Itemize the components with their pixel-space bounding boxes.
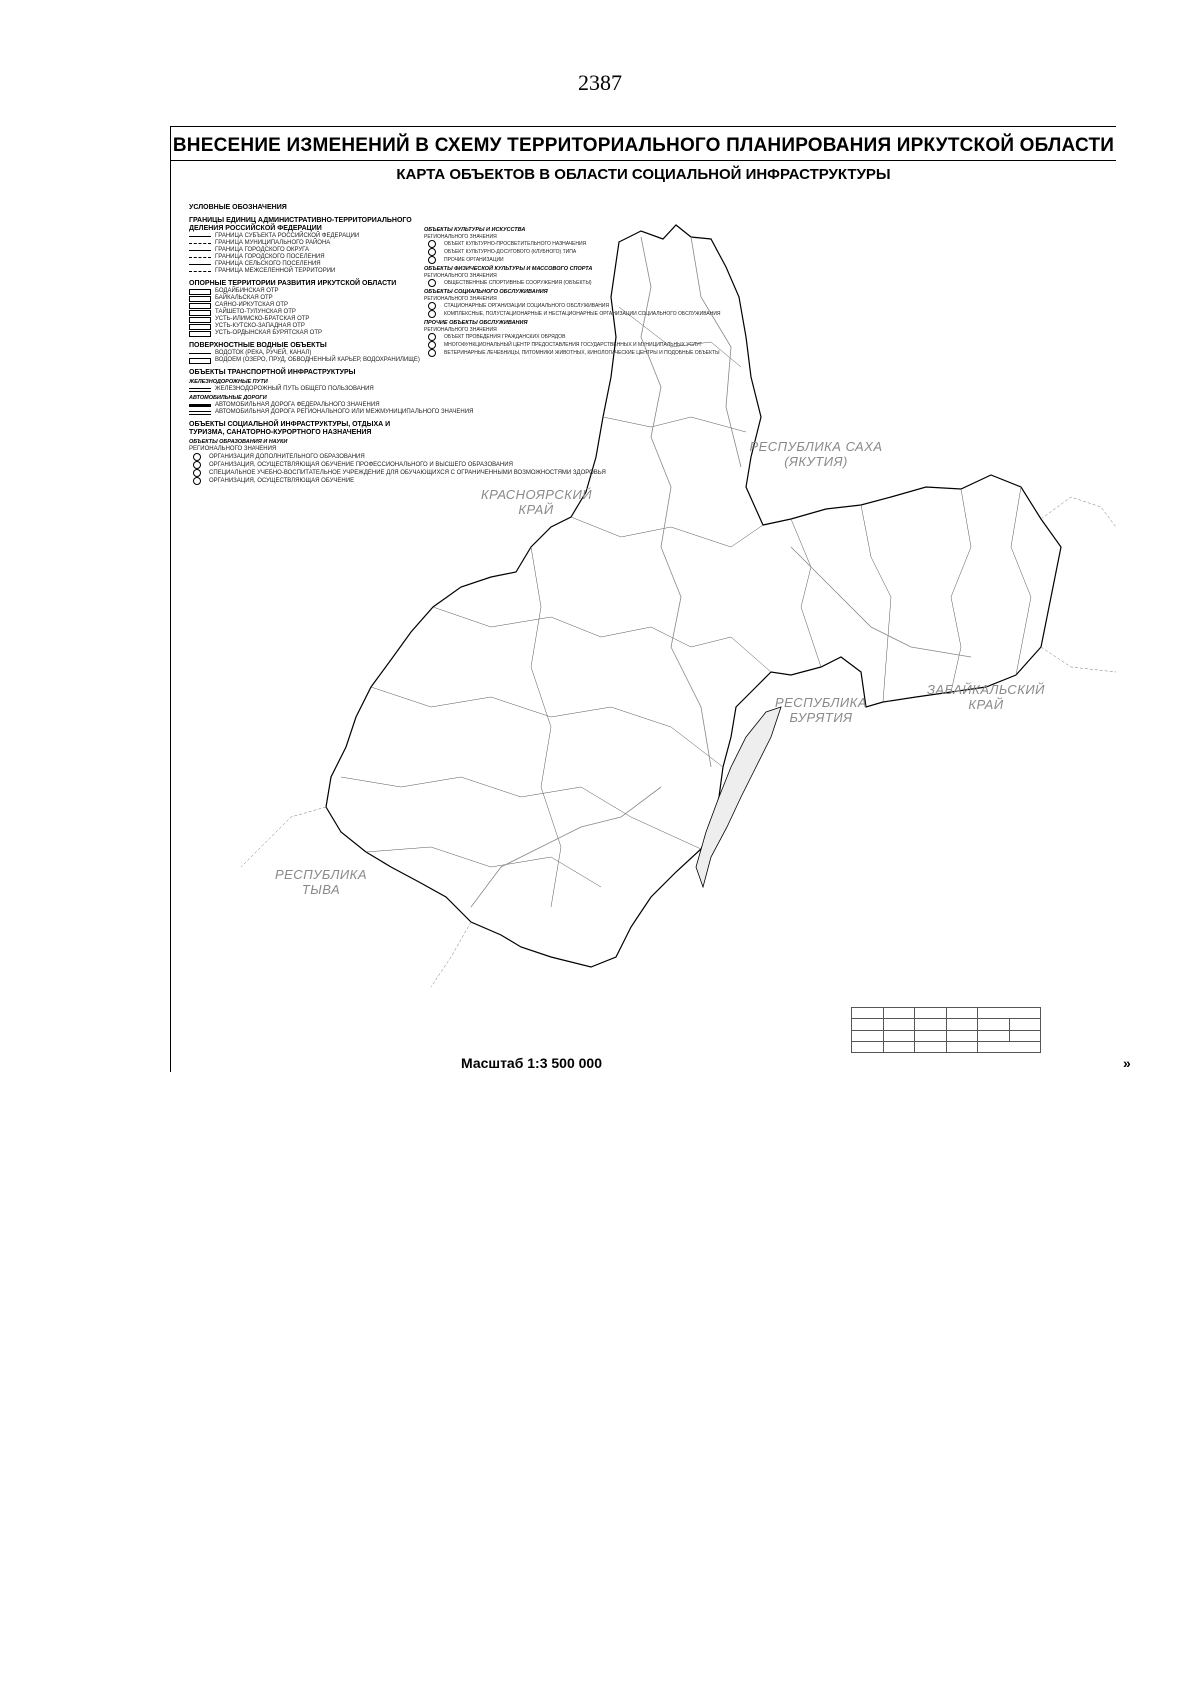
map-scale: Масштаб 1:3 500 000 — [461, 1055, 602, 1071]
square-icon — [428, 248, 436, 256]
legend-item: СПЕЦИАЛЬНОЕ УЧЕБНО-ВОСПИТАТЕЛЬНОЕ УЧРЕЖДЕНИЕ ДЛЯ ОБУЧАЮЩИХСЯ С ОГРАНИЧЕННЫМИ ВОЗМОЖНОСТЯМИ ЗДОРОВЬЯ — [189, 469, 424, 477]
neighbour-boundaries — [241, 497, 1116, 987]
region-label-sakha: РЕСПУБЛИКА САХА (ЯКУТИЯ) — [749, 439, 883, 469]
legend-rail-subheading: ЖЕЛЕЗНОДОРОЖНЫЕ ПУТИ — [189, 379, 268, 385]
legend-title: УСЛОВНЫЕ ОБОЗНАЧЕНИЯ — [189, 204, 287, 211]
box-symbol — [189, 303, 211, 309]
legend-item: ОБЪЕКТ КУЛЬТУРНО-ДОСУГОВОГО (КЛУБНОГО) ТИПА — [424, 248, 624, 256]
legend-item: ОБЪЕКТ ПРОВЕДЕНИЯ ГРАЖДАНСКИХ ОБРЯДОВ — [424, 333, 624, 341]
star-icon — [428, 333, 436, 341]
legend-note: РЕГИОНАЛЬНОГО ЗНАЧЕНИЯ — [189, 446, 277, 452]
line-symbol — [189, 257, 211, 258]
legend-item: САЯНО-ИРКУТСКАЯ ОТР — [189, 302, 424, 309]
legend-item: ГРАНИЦА ГОРОДСКОГО ПОСЕЛЕНИЯ — [189, 254, 424, 261]
legend-item: ПРОЧИЕ ОРГАНИЗАЦИИ — [424, 256, 624, 264]
legend-social-heading: ОБЪЕКТЫ СОЦИАЛЬНОЙ ИНФРАСТРУКТУРЫ, ОТДЫХА И ТУРИЗМА, САНАТОРНО-КУРОРТНОГО НАЗНАЧЕНИЯ — [189, 421, 391, 436]
square-icon — [428, 240, 436, 248]
legend-boundaries-heading: ГРАНИЦЫ ЕДИНИЦ АДМИНИСТРАТИВНО-ТЕРРИТОРИАЛЬНОГО ДЕЛЕНИЯ РОССИЙСКОЙ ФЕДЕРАЦИИ — [189, 217, 412, 232]
legend-item: СТАЦИОНАРНЫЕ ОРГАНИЗАЦИИ СОЦИАЛЬНОГО ОБСЛУЖИВАНИЯ — [424, 302, 624, 310]
circle-icon — [428, 279, 436, 287]
triangle-icon — [428, 302, 436, 310]
legend-note: РЕГИОНАЛЬНОГО ЗНАЧЕНИЯ — [424, 326, 497, 333]
legend-item: ВОДОТОК (РЕКА, РУЧЕЙ, КАНАЛ) — [189, 350, 424, 357]
box-symbol — [189, 358, 211, 364]
line-symbol — [189, 264, 211, 265]
box-symbol — [189, 310, 211, 316]
legend-item: ГРАНИЦА МЕЖСЕЛЕННОЙ ТЕРРИТОРИИ — [189, 268, 424, 275]
legend-item: ВЕТЕРИНАРНЫЕ ЛЕЧЕБНИЦЫ, ПИТОМНИКИ ЖИВОТНЫХ, КИНОЛОГИЧЕСКИЕ ЦЕНТРЫ И ПОДОБНЫЕ ОБЪЕКТЫ — [424, 349, 624, 357]
lake-baikal — [696, 707, 781, 887]
legend-item: БОДАЙБИНСКАЯ ОТР — [189, 288, 424, 295]
road-symbol — [189, 404, 211, 407]
title-block-stamp — [851, 1007, 1041, 1053]
circle-icon — [193, 461, 201, 469]
legend-other-heading: ПРОЧИЕ ОБЪЕКТЫ ОБСЛУЖИВАНИЯ — [424, 320, 528, 326]
box-symbol — [189, 331, 211, 337]
legend-water-heading: ПОВЕРХНОСТНЫЕ ВОДНЫЕ ОБЪЕКТЫ — [189, 342, 327, 349]
legend-road-subheading: АВТОМОБИЛЬНЫЕ ДОРОГИ — [189, 395, 267, 401]
legend-culture-heading: ОБЪЕКТЫ КУЛЬТУРЫ И ИСКУССТВА — [424, 227, 526, 233]
legend-item: ГРАНИЦА МУНИЦИПАЛЬНОГО РАЙОНА — [189, 240, 424, 247]
legend-item: ОРГАНИЗАЦИЯ, ОСУЩЕСТВЛЯЮЩАЯ ОБУЧЕНИЕ — [189, 477, 424, 485]
legend-item: ВОДОЕМ (ОЗЕРО, ПРУД, ОБВОДНЕННЫЙ КАРЬЕР, ВОДОХРАНИЛИЩЕ) — [189, 357, 424, 364]
region-label-zabaikalsky: ЗАБАЙКАЛЬСКИЙ КРАЙ — [927, 682, 1045, 712]
region-label-tyva: РЕСПУБЛИКА ТЫВА — [274, 867, 368, 897]
legend-item: ГРАНИЦА СУБЪЕКТА РОССИЙСКОЙ ФЕДЕРАЦИИ — [189, 233, 424, 240]
line-symbol — [189, 243, 211, 244]
line-symbol — [189, 271, 211, 272]
circle-icon — [193, 453, 201, 461]
legend-item: ТАЙШЕТО-ТУЛУНСКАЯ ОТР — [189, 309, 424, 316]
legend-item: ОРГАНИЗАЦИЯ, ОСУЩЕСТВЛЯЮЩАЯ ОБУЧЕНИЕ ПРОФЕССИОНАЛЬНОГО И ВЫСШЕГО ОБРАЗОВАНИЯ — [189, 461, 424, 469]
star-icon — [428, 341, 436, 349]
legend-item: ОРГАНИЗАЦИЯ ДОПОЛНИТЕЛЬНОГО ОБРАЗОВАНИЯ — [189, 453, 424, 461]
legend-note: РЕГИОНАЛЬНОГО ЗНАЧЕНИЯ — [424, 272, 497, 279]
road-symbol — [189, 411, 211, 415]
legend-item: МНОГОФУНКЦИОНАЛЬНЫЙ ЦЕНТР ПРЕДОСТАВЛЕНИЯ ГОСУДАРСТВЕННЫХ И МУНИЦИПАЛЬНЫХ УСЛУГ — [424, 341, 624, 349]
square-icon — [428, 256, 436, 264]
legend-item: ОБЪЕКТ КУЛЬТУРНО-ПРОСВЕТИТЕЛЬНОГО НАЗНАЧЕНИЯ — [424, 240, 624, 248]
line-symbol — [189, 353, 211, 354]
legend-item: КОМПЛЕКСНЫЕ, ПОЛУСТАЦИОНАРНЫЕ И НЕСТАЦИОНАРНЫЕ ОРГАНИЗАЦИИ СОЦИАЛЬНОГО ОБСЛУЖИВАНИЯ — [424, 310, 624, 318]
line-symbol — [189, 250, 211, 251]
circle-icon — [193, 469, 201, 477]
map-title: ВНЕСЕНИЕ ИЗМЕНЕНИЙ В СХЕМУ ТЕРРИТОРИАЛЬНОГО ПЛАНИРОВАНИЯ ИРКУТСКОЙ ОБЛАСТИ — [172, 135, 1115, 156]
map-legend-secondary — [424, 225, 721, 357]
box-symbol — [189, 289, 211, 295]
legend-item: ЖЕЛЕЗНОДОРОЖНЫЙ ПУТЬ ОБЩЕГО ПОЛЬЗОВАНИЯ — [189, 386, 424, 393]
box-symbol — [189, 324, 211, 330]
legend-item: ОБЩЕСТВЕННЫЕ СПОРТИВНЫЕ СООРУЖЕНИЯ (ОБЪЕКТЫ) — [424, 279, 624, 287]
region-label-krasnoyarsk: КРАСНОЯРСКИЙ КРАЙ — [481, 487, 593, 517]
legend-item: АВТОМОБИЛЬНАЯ ДОРОГА ФЕДЕРАЛЬНОГО ЗНАЧЕНИЯ — [189, 402, 424, 409]
legend-item: БАЙКАЛЬСКАЯ ОТР — [189, 295, 424, 302]
legend-support-heading: ОПОРНЫЕ ТЕРРИТОРИИ РАЗВИТИЯ ИРКУТСКОЙ ОБЛАСТИ — [189, 280, 397, 287]
legend-transport-heading: ОБЪЕКТЫ ТРАНСПОРТНОЙ ИНФРАСТРУКТУРЫ — [189, 369, 356, 376]
triangle-icon — [428, 310, 436, 318]
rail-symbol — [189, 388, 211, 392]
district-boundaries — [341, 307, 1031, 907]
legend-item: УСТЬ-ОРДЫНСКАЯ БУРЯТСКАЯ ОТР — [189, 330, 424, 337]
legend-item: АВТОМОБИЛЬНАЯ ДОРОГА РЕГИОНАЛЬНОГО ИЛИ МЕЖМУНИЦИПАЛЬНОГО ЗНАЧЕНИЯ — [189, 409, 424, 416]
line-symbol — [189, 236, 211, 237]
legend-note: РЕГИОНАЛЬНОГО ЗНАЧЕНИЯ — [424, 233, 497, 240]
map-sheet — [170, 126, 1116, 1072]
legend-education-subheading: ОБЪЕКТЫ ОБРАЗОВАНИЯ И НАУКИ — [189, 439, 288, 445]
legend-service-heading: ОБЪЕКТЫ СОЦИАЛЬНОГО ОБСЛУЖИВАНИЯ — [424, 289, 548, 295]
legend-item: ГРАНИЦА ГОРОДСКОГО ОКРУГА — [189, 247, 424, 254]
star-icon — [428, 349, 436, 357]
legend-sport-heading: ОБЪЕКТЫ ФИЗИЧЕСКОЙ КУЛЬТУРЫ И МАССОВОГО СПОРТА — [424, 266, 593, 272]
region-label-buryatia: РЕСПУБЛИКА БУРЯТИЯ — [774, 695, 868, 725]
legend-note: РЕГИОНАЛЬНОГО ЗНАЧЕНИЯ — [424, 295, 497, 302]
box-symbol — [189, 296, 211, 302]
legend-item: УСТЬ-КУТСКО-ЗАПАДНАЯ ОТР — [189, 323, 424, 330]
legend-item: ГРАНИЦА СЕЛЬСКОГО ПОСЕЛЕНИЯ — [189, 261, 424, 268]
box-symbol — [189, 317, 211, 323]
circle-icon — [193, 477, 201, 485]
double-chevron-right-icon: » — [1123, 1055, 1131, 1071]
map-subtitle: КАРТА ОБЪЕКТОВ В ОБЛАСТИ СОЦИАЛЬНОЙ ИНФРАСТРУКТУРЫ — [396, 166, 891, 183]
page-number: 2387 — [578, 70, 622, 95]
legend-item: УСТЬ-ИЛИМСКО-БРАТСКАЯ ОТР — [189, 316, 424, 323]
